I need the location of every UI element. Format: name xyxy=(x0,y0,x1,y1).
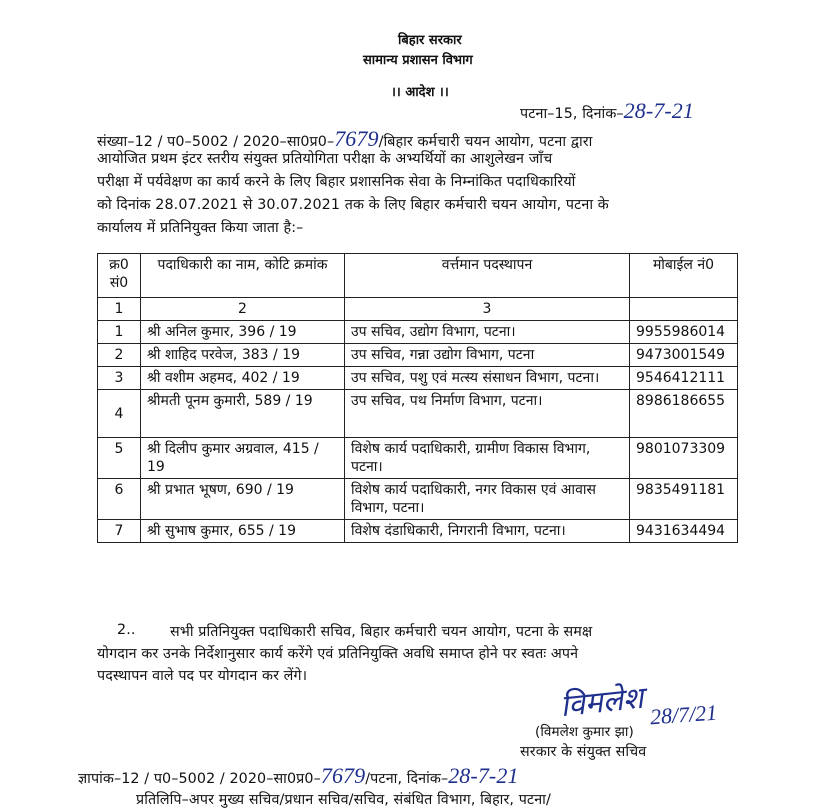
row-post: उप सचिव, पथ निर्माण विभाग, पटना। xyxy=(345,390,630,438)
reference-prefix: संख्या–12 / प0–5002 / 2020–सा0प्र0– xyxy=(97,134,335,150)
signature-scrawl: विमलेश xyxy=(558,681,645,724)
dept-title: सामान्य प्रशासन विभाग xyxy=(363,53,473,68)
table-row xyxy=(98,520,738,543)
intro-line: को दिनांक 28.07.2021 से 30.07.2021 तक के लिए बिहार कर्मचारी चयन आयोग, पटना के xyxy=(97,197,609,213)
row-mobile: 9955986014 xyxy=(630,321,738,344)
intro-line: कार्यालय में प्रतिनियुक्त किया जाता है:– xyxy=(97,220,304,236)
row-name: श्रीमती पूनम कुमारी, 589 / 19 xyxy=(141,390,345,438)
row-mobile: 9431634494 xyxy=(630,520,738,543)
row-name: श्री दिलीप कुमार अग्रवाल, 415 / 19 xyxy=(141,438,345,479)
header-mobile: मोबाईल नं0 xyxy=(630,254,738,298)
table-row xyxy=(98,321,738,344)
row-name: श्री वशीम अहमद, 402 / 19 xyxy=(141,367,345,390)
row-mobile: 9473001549 xyxy=(630,344,738,367)
row-name: श्री प्रभात भूषण, 690 / 19 xyxy=(141,479,345,520)
row-sn: 2 xyxy=(98,344,141,367)
para2-line: पदस्थापन वाले पद पर योगदान कर लेंगे। xyxy=(97,668,308,684)
row-name: श्री सुभाष कुमार, 655 / 19 xyxy=(141,520,345,543)
table-row xyxy=(98,479,738,520)
row-sn: 1 xyxy=(98,321,141,344)
handwritten-number: 7679 xyxy=(334,126,379,151)
row-mobile: 9546412111 xyxy=(630,367,738,390)
row-name: श्री अनिल कुमार, 396 / 19 xyxy=(141,321,345,344)
table-colnum-row xyxy=(98,298,738,321)
row-mobile: 9801073309 xyxy=(630,438,738,479)
memo-handwritten-date: 28-7-21 xyxy=(448,763,519,788)
signatory-name: (विमलेश कुमार झा) xyxy=(535,724,634,740)
table-row xyxy=(98,344,738,367)
row-post: विशेष कार्य पदाधिकारी, ग्रामीण विकास विभाग, पटना। xyxy=(345,438,630,479)
table-row xyxy=(98,438,738,479)
row-mobile: 9835491181 xyxy=(630,479,738,520)
colnum-2: 2 xyxy=(141,298,345,321)
row-post: उप सचिव, गन्ना उद्योग विभाग, पटना xyxy=(345,344,630,367)
colnum-3: 3 xyxy=(345,298,630,321)
place-date xyxy=(520,98,694,124)
para2-number: 2.. xyxy=(117,622,136,638)
row-sn: 7 xyxy=(98,520,141,543)
intro-line: आयोजित प्रथम इंटर स्तरीय संयुक्त प्रतियोगिता परीक्षा के अभ्यर्थियों का आशुलेखन जाँच xyxy=(97,151,553,167)
para2-line: योगदान कर उनके निर्देशानुसार कार्य करेंगे एवं प्रतिनियुक्ति अवधि समाप्त होने पर स्वतः अपने xyxy=(97,646,579,662)
row-sn: 4 xyxy=(98,390,141,438)
memo-line xyxy=(78,763,519,789)
reference-suffix: /बिहार कर्मचारी चयन आयोग, पटना द्वारा xyxy=(378,134,593,150)
signature-date: 28/7/21 xyxy=(649,699,718,730)
table-header-row xyxy=(98,254,738,298)
memo-prefix: ज्ञापांक–12 / प0–5002 / 2020–सा0प्र0– xyxy=(78,771,321,787)
signatory-designation: सरकार के संयुक्त सचिव xyxy=(520,744,647,760)
row-sn: 3 xyxy=(98,367,141,390)
row-post: विशेष दंडाधिकारी, निगरानी विभाग, पटना। xyxy=(345,520,630,543)
header-sn: क्र0 सं0 xyxy=(98,254,141,298)
officers-table xyxy=(97,253,738,543)
memo-mid: /पटना, दिनांक– xyxy=(365,771,449,787)
place-date-prefix: पटना–15, दिनांक– xyxy=(520,106,624,122)
memo-handwritten-number: 7679 xyxy=(320,763,366,788)
row-post: उप सचिव, उद्योग विभाग, पटना। xyxy=(345,321,630,344)
colnum-4 xyxy=(630,298,738,321)
table-row xyxy=(98,390,738,438)
row-mobile: 8986186655 xyxy=(630,390,738,438)
header-post: वर्त्तमान पदस्थापन xyxy=(345,254,630,298)
copy-line: प्रतिलिपि–अपर मुख्य सचिव/प्रधान सचिव/सचिव, संबंधित विभाग, बिहार, पटना/ xyxy=(136,792,551,808)
colnum-1: 1 xyxy=(98,298,141,321)
row-post: उप सचिव, पशु एवं मत्स्य संसाधन विभाग, पटना। xyxy=(345,367,630,390)
intro-line: परीक्षा में पर्यवेक्षण का कार्य करने के लिए बिहार प्रशासनिक सेवा के निम्नांकित पदाधिकारियों xyxy=(97,174,576,190)
header-name: पदाधिकारी का नाम, कोटि क्रमांक xyxy=(141,254,345,298)
row-sn: 6 xyxy=(98,479,141,520)
govt-title: बिहार सरकार xyxy=(398,33,462,48)
row-sn: 5 xyxy=(98,438,141,479)
para2-line: सभी प्रतिनियुक्त पदाधिकारी सचिव, बिहार कर्मचारी चयन आयोग, पटना के समक्ष xyxy=(170,624,593,640)
order-title: ।। आदेश ।। xyxy=(391,85,449,100)
row-name: श्री शाहिद परवेज, 383 / 19 xyxy=(141,344,345,367)
handwritten-date: 28-7-21 xyxy=(623,98,695,123)
row-post: विशेष कार्य पदाधिकारी, नगर विकास एवं आवास विभाग, पटना। xyxy=(345,479,630,520)
table-row xyxy=(98,367,738,390)
